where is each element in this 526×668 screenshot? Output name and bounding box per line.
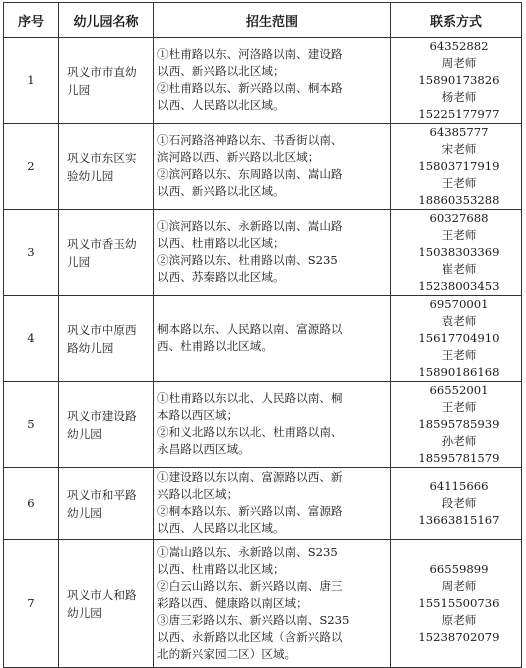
contact-teacher: 段老师 13663815167 xyxy=(418,496,500,527)
kindergarten-name: 巩义市人和路幼儿园 xyxy=(59,540,154,668)
enrollment-range xyxy=(154,124,391,210)
contact-teacher: 王老师 15038303369 xyxy=(418,228,500,259)
range-line: 以西、人民路以北区域。 xyxy=(157,521,285,535)
contact-teacher: 孙老师 18595781579 xyxy=(418,434,500,465)
office-phone: 69570001 xyxy=(429,297,489,311)
contact-info xyxy=(391,124,522,210)
office-phone: 64385777 xyxy=(429,125,489,139)
range-line: ②白云山路以东、新兴路以南、唐三 xyxy=(157,578,343,593)
range-line: 兴路以北区域； xyxy=(157,487,239,501)
contact-info xyxy=(391,210,522,296)
range-line: 以西、人民路以北区域。 xyxy=(157,98,285,112)
contact-teacher: 袁老师 15617704910 xyxy=(418,314,500,345)
range-line: ②杜甫路以东、新兴路以南、桐本路 xyxy=(157,81,343,95)
table-header-row xyxy=(4,3,522,38)
kindergarten-enrollment-table xyxy=(3,2,522,668)
contact-info xyxy=(391,296,522,382)
table-row xyxy=(4,210,522,296)
range-line: 西、杜甫路以北区域。 xyxy=(157,339,273,353)
kindergarten-name: 巩义市香玉幼儿园 xyxy=(59,210,154,296)
contact-teacher: 原老师 15238702079 xyxy=(418,613,500,644)
range-line: 北的新兴家园二区）区域。 xyxy=(157,646,297,661)
header-range: 招生范围 xyxy=(154,3,391,38)
range-line: ②滨河路以东、杜甫路以南、S235 xyxy=(157,253,338,267)
contact-info xyxy=(391,38,522,124)
table-row xyxy=(4,540,522,668)
table-row xyxy=(4,296,522,382)
range-line: 以西、杜甫路以北区域； xyxy=(157,236,285,250)
row-index: 6 xyxy=(4,468,59,540)
row-index: 5 xyxy=(4,382,59,468)
kindergarten-name: 巩义市东区实验幼儿园 xyxy=(59,124,154,210)
office-phone: 64352882 xyxy=(429,39,489,53)
contact-teacher: 周老师 15515500736 xyxy=(418,579,500,610)
kindergarten-name: 巩义市市直幼儿园 xyxy=(59,38,154,124)
enrollment-range xyxy=(154,382,391,468)
table-row xyxy=(4,468,522,540)
range-line: 彩路以西、健康路以南区域； xyxy=(157,595,308,610)
contact-teacher: 周老师 15890173826 xyxy=(418,56,500,87)
range-line: ①滨河路以东、永新路以南、嵩山路 xyxy=(157,219,343,233)
contact-teacher: 杨老师 15225177977 xyxy=(418,90,500,121)
row-index: 7 xyxy=(4,540,59,668)
range-line: ①嵩山路以东、永新路以南、S235 xyxy=(157,544,338,559)
range-line: ①杜甫路以东以北、人民路以南、桐 xyxy=(157,391,343,405)
enrollment-range xyxy=(154,540,391,668)
office-phone: 60327688 xyxy=(429,211,489,225)
header-contact: 联系方式 xyxy=(391,3,522,38)
enrollment-range xyxy=(154,38,391,124)
enrollment-range xyxy=(154,296,391,382)
row-index: 1 xyxy=(4,38,59,124)
range-line: 桐本路以东、人民路以南、富源路以 xyxy=(157,322,343,336)
range-line: 本路以西区域； xyxy=(157,408,239,422)
range-line: 以西、杜甫路以北区域； xyxy=(157,561,285,576)
range-line: 以西、苏秦路以北区域。 xyxy=(157,270,285,284)
enrollment-range xyxy=(154,210,391,296)
contact-teacher: 王老师 18595785939 xyxy=(418,400,500,431)
contact-info xyxy=(391,468,522,540)
range-line: ①建设路以东以南、富源路以西、新 xyxy=(157,470,343,484)
table-row xyxy=(4,382,522,468)
contact-teacher: 王老师 18860353288 xyxy=(418,176,500,207)
range-line: 滨河路以西、新兴路以北区域； xyxy=(157,150,320,164)
contact-info xyxy=(391,540,522,668)
row-index: 2 xyxy=(4,124,59,210)
range-line: ②和义北路以东以北、杜甫路以南、 xyxy=(157,425,343,439)
kindergarten-name: 巩义市和平路幼儿园 xyxy=(59,468,154,540)
enrollment-range xyxy=(154,468,391,540)
table-row xyxy=(4,124,522,210)
contact-info xyxy=(391,382,522,468)
contact-teacher: 宋老师 15803717919 xyxy=(418,142,500,173)
range-line: ①石河路洛神路以东、书香街以南、 xyxy=(157,133,343,147)
range-line: ③唐三彩路以东、新兴路以南、S235 xyxy=(157,612,350,627)
office-phone: 64115666 xyxy=(429,479,489,493)
kindergarten-name: 巩义市中原西路幼儿园 xyxy=(59,296,154,382)
range-line: ②滨河路以东、东周路以南、嵩山路 xyxy=(157,167,343,181)
kindergarten-name: 巩义市建设路幼儿园 xyxy=(59,382,154,468)
office-phone: 66552001 xyxy=(429,383,489,397)
table-body xyxy=(4,38,522,668)
range-line: 以西、新兴路以北区域。 xyxy=(157,184,285,198)
header-name: 幼儿园名称 xyxy=(59,3,154,38)
range-line: 以西、永新路以北区域（含新兴路以 xyxy=(157,629,343,644)
row-index: 4 xyxy=(4,296,59,382)
range-line: 以西、新兴路以北区域； xyxy=(157,64,285,78)
range-line: ①杜甫路以东、河洛路以南、建设路 xyxy=(157,47,343,61)
table-row xyxy=(4,38,522,124)
range-line: 永昌路以西区域。 xyxy=(157,442,250,456)
row-index: 3 xyxy=(4,210,59,296)
range-line: ②桐本路以东、新兴路以南、富源路 xyxy=(157,504,343,518)
header-index: 序号 xyxy=(4,3,59,38)
office-phone: 66559899 xyxy=(429,562,489,576)
contact-teacher: 王老师 15890186168 xyxy=(418,348,500,379)
contact-teacher: 崔老师 15238003453 xyxy=(418,262,500,293)
